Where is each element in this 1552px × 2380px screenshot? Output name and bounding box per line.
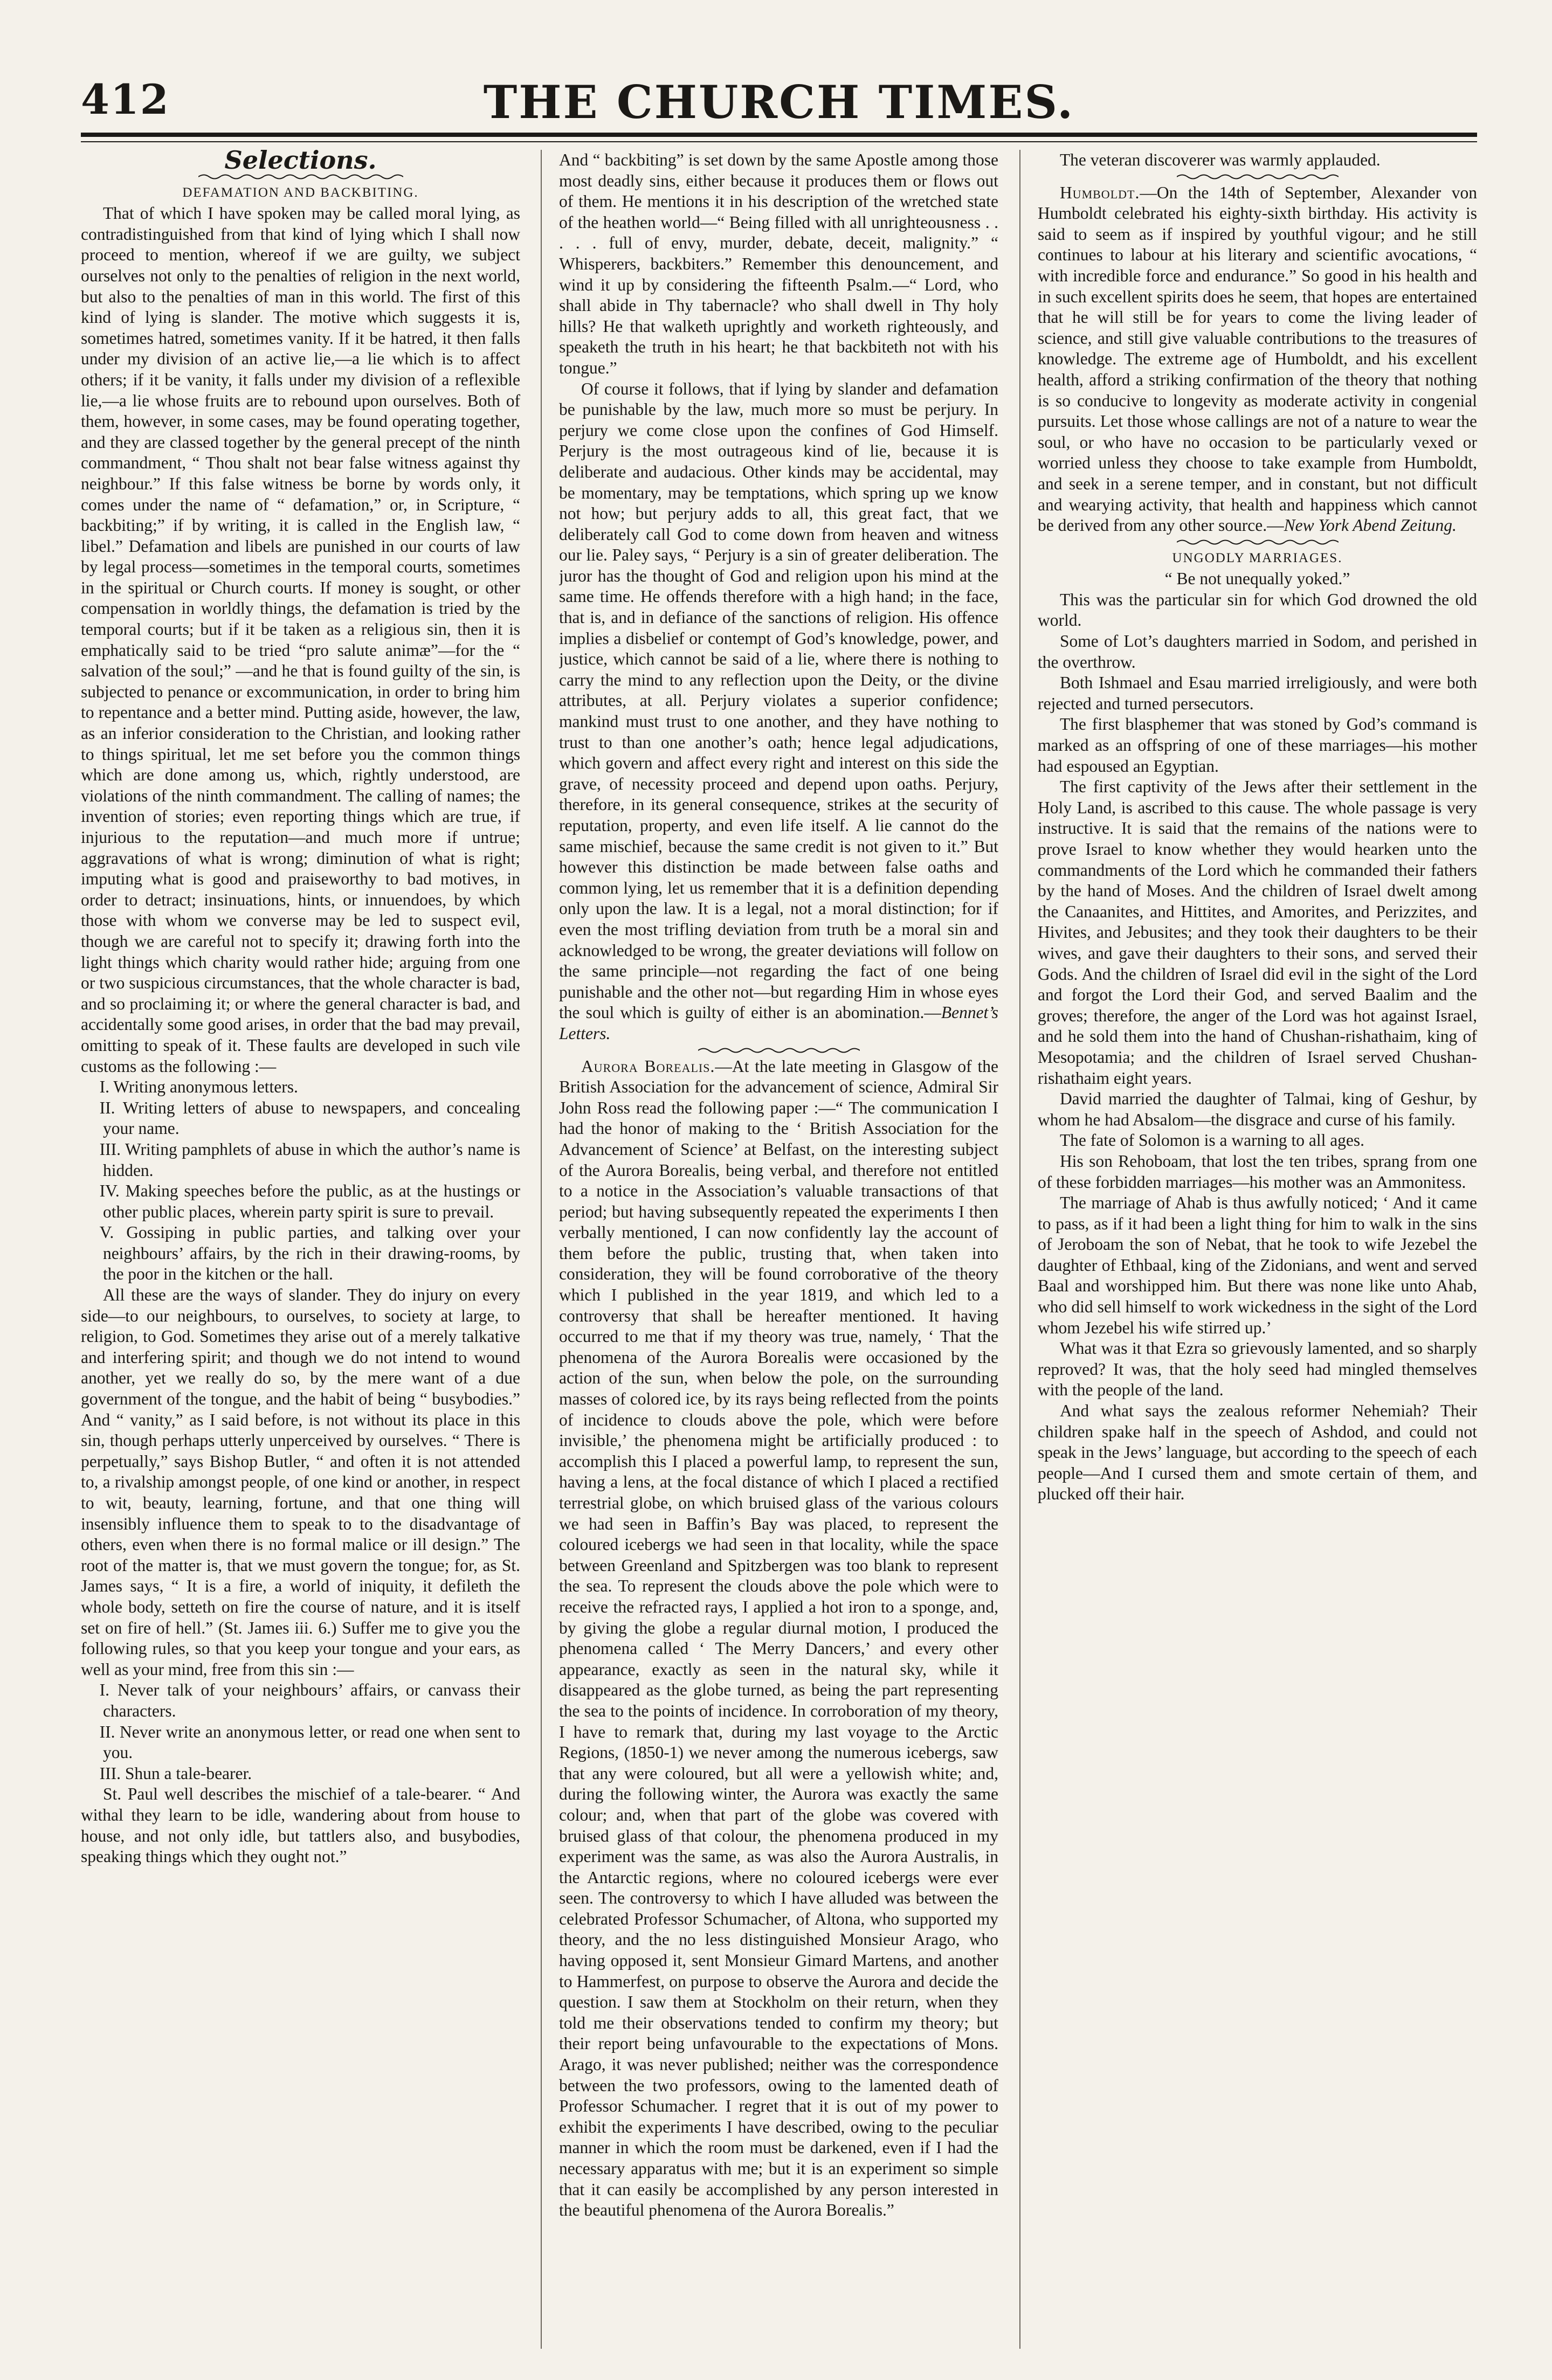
paragraph-text: —On the 14th of September, Alexander von Humboldt celebrated his eighty-sixth birthday. His activity is said to seem as if inspired by youthful vigour; and he still continues to labour at his literary and scientific avocations, “ with incredible force and endurance.” So good in his health and in such excellent spirits does he seem, that hopes are entertained that he will still be for years to come the living leader of science, and still give valuable contributions to the treasures of knowledge. The extreme age of Humboldt, and his excellent health, afford a striking confirmation of the theory that nothing is so conducive to longevity as moderate activity in congenial pursuits. Let those whose callings are not of a nature to wear the soul, or who have no occasion to be particularly vexed or worried unless they choose to take example from Humboldt, and seek in a serene temper, and in constant, but not difficult and wearying activity, that health and happiness which cannot be derived from any other source.— <box>1038 183 1477 535</box>
article-paragraph: The fate of Solomon is a warning to all ages. <box>1059 1131 1365 1150</box>
list-item: I. Writing anonymous letters. <box>99 1077 298 1097</box>
article-paragraph <box>1038 183 1477 536</box>
paragraph-text: Of course it follows, that if lying by slander and defamation be punishable by the law, much more so must be perjury. In perjury we come close upon the confines of God Himself. Perjury is the most outrageous kind of lie, because it is deliberate and audacious. Other kinds may be accidental, may be momentary, may be temptations, which spring up we know not how; but perjury adds to all, this great fact, that we deliberately call God to come down from heaven and witness our lie. Paley says, “ Perjury is a sin of greater deliberation. The juror has the thought of God and religion upon his mind at the same time. He offends therefore with a high hand; in the face, that is, and in defiance of the sanctions of religion. His offence implies a disbelief or contempt of God’s knowledge, power, and justice, which cannot be said of a lie, where there is nothing to carry the mind to any reflection upon the Deity, or the divine attributes, at all. Perjury violates a superior confidence; mankind must trust to one another, and they have nothing to trust to than one another’s oath; hence legal adjudications, which govern and affect every right and interest on this side the grave, of necessity proceed and depend upon oaths. Perjury, therefore, in its general consequence, strikes at the security of reputation, property, and even life itself. A lie cannot do the same mischief, because the same credit is not given to it.” But however this distinction be made between false oaths and common lying, let us remember that it is a definition depending only upon the law. It is a legal, not a moral distinction; for if even the most trifling deviation from truth be a moral sin and acknowledged to be wrong, the greater deviations will follow on the same principle—not regarding the fact of one being punishable and the other not—but regarding Him in whose eyes the soul which is guilty of either is an abomination.— <box>559 379 998 1022</box>
masthead-title: THE CHURCH TIMES. <box>483 75 1075 129</box>
ornamental-rule <box>698 1047 860 1054</box>
list-item: III. Shun a tale-bearer. <box>99 1763 252 1783</box>
article-paragraph <box>559 379 998 1044</box>
article-paragraph: The veteran discoverer was warmly applauded. <box>1059 150 1381 169</box>
header-rule-thick <box>81 133 1477 137</box>
column-1 <box>81 150 520 2349</box>
article-signature: New York Abend Zeitung. <box>1284 516 1457 535</box>
article-paragraph: His son Rehoboam, that lost the ten tribes, sprang from one of these forbidden marriages—his mother was an Ammonitess. <box>1038 1151 1477 1192</box>
column-divider <box>541 150 542 2349</box>
article-paragraph: St. Paul well describes the mischief of a tale-bearer. “ And withal they learn to be idle, wandering about from house to house, and not only idle, but tattlers also, and busybodies, speaking things which they ought not.” <box>81 1784 520 1866</box>
column-2 <box>559 150 998 2349</box>
list-item: V. Gossiping in public parties, and talking over your neighbours’ affairs, by the rich in their drawing-rooms, by the poor in the kitchen or the hall. <box>99 1223 520 1284</box>
header-rule-thin <box>81 141 1477 142</box>
article-paragraph: The first captivity of the Jews after their settlement in the Holy Land, is ascribed to this cause. The whole passage is very instructive. It is said that the remains of the nations were to prove Israel to know whether they would hearken unto the commandments of the Lord which he commanded their fathers by the hand of Moses. And the children of Israel dwelt among the Canaanites, and Hittites, and Amorites, and Perizzites, and Hivites, and Jebusites; and they took their daughters to be their wives, and gave their daughters to their sons, and served their Gods. And the children of Israel did evil in the sight of the Lord and forgot the Lord their God, and served Baalim and the groves; therefore, the anger of the Lord was hot against Israel, and he sold them into the hand of Chushan-rishathaim, king of Mesopotamia; and the children of Israel served Chushan-rishathaim eight years. <box>1038 777 1477 1088</box>
rules-list <box>81 1680 520 1784</box>
article-paragraph: The marriage of Ahab is thus awfully noticed; ‘ And it came to pass, as if it had been a light thing for him to walk in the sins of Jeroboam the son of Nebat, that he took to wife Jezebel the daughter of Ethbaal, king of the Zidonians, and went and served Baal and worshipped him. But there was none like unto Ahab, who did sell himself to work wickedness in the sight of the Lord whom Jezebel his wife stirred up.’ <box>1038 1193 1477 1337</box>
article-paragraph <box>559 1056 998 2221</box>
ornamental-rule <box>1177 173 1339 181</box>
column-divider <box>1019 150 1020 2349</box>
article-paragraph: That of which I have spoken may be called moral lying, as contradistinguished from that kind of lying which I shall now proceed to mention, whereof if we are guilty, we subject ourselves not only to the penalties of religion in the next world, but also to the penalties of man in this world. The first of this kind of lying is slander. The motive which suggests it is, sometimes hatred, sometimes vanity. If it be hatred, it then falls under my division of an active lie,—a lie which is to affect others; if it be vanity, it falls under my division of a reflexible lie,—a lie whose fruits are to rebound upon ourselves. Both of them, however, in some cases, may be found operating together, and they are classed together by the general precept of the ninth commandment, “ Thou shalt not bear false witness against thy neighbour.” If this false witness be borne by words only, it comes under the name of “ defamation,” or, in Scripture, “ backbiting;” if by writing, it is called in the English law, “ libel.” Defamation and libels are punished in our courts of law by legal process—sometimes in the temporal courts, sometimes in the spiritual or Church courts. If money is sought, or other compensation in worldly things, the defamation is tried by the temporal courts; but if it be taken as a religious sin, then it is emphatically said to be tried “pro salute animæ”—for the “ salvation of the soul;” —and he that is found guilty of the sin, is subjected to penance or excommunication, in order to bring him to repentance and a better mind. Putting aside, however, the law, as an inferior consideration to the Christian, and looking rather to things spiritual, let me set before you the common things which are done among us, which, rightly understood, are violations of the ninth commandment. The calling of names; the invention of stories; even reporting things which are true, if injurious to the reputation—and much more if untrue; aggravations of what is wrong; diminution of what is right; imputing what is good and praiseworthy to bad motives, in order to detract; insinuations, hints, or innuendoes, by which those with whom we converse may be led to suspect evil, though we are careful not to specify it; drawing forth into the light things which charity would rather hide; arguing from one or two suspicious circumstances, that the whole character is bad, and so proclaiming it; or where the general character is bad, and accidentally some good arises, in order that the bad may prevail, omitting to speak of it. These faults are developed in such vile customs as the following :— <box>81 204 520 1076</box>
article-paragraph: David married the daughter of Talmai, king of Geshur, by whom he had Absalom—the disgrace and curse of his family. <box>1038 1089 1477 1129</box>
article-paragraph: This was the particular sin for which God drowned the old world. <box>1038 590 1477 630</box>
article-heading-humboldt: Humboldt. <box>1059 183 1140 202</box>
article-heading-defamation: DEFAMATION AND BACKBITING. <box>182 185 419 200</box>
ornamental-rule <box>1177 538 1339 546</box>
page-number: 412 <box>81 75 170 123</box>
section-title: Selections. <box>224 150 377 175</box>
page-header <box>81 65 1477 129</box>
article-heading-marriages: UNGODLY MARRIAGES. <box>1172 550 1343 565</box>
article-paragraph: Some of Lot’s daughters married in Sodom, and perished in the overthrow. <box>1038 632 1477 672</box>
list-item: II. Writing letters of abuse to newspapers, and concealing your name. <box>99 1098 520 1138</box>
list-item: II. Never write an anonymous letter, or read one when sent to you. <box>99 1722 520 1762</box>
list-item: III. Writing pamphlets of abuse in which the author’s name is hidden. <box>99 1139 520 1180</box>
article-motto: “ Be not unequally yoked.” <box>1164 569 1350 589</box>
article-heading-aurora: Aurora Borealis. <box>581 1056 715 1076</box>
article-paragraph: And “ backbiting” is set down by the same Apostle among those most deadly sins, either because it produces them or flows out of them. He mentions it in his description of the wretched state of the heathen world—“ Being filled with all unrighteousness . . . . . full of envy, murder, debate, deceit, malignity.” “ Whisperers, backbiters.” Remember this denouncement, and wind it up by considering the fifteenth Psalm.—“ Lord, who shall abide in Thy tabernacle? who shall dwell in Thy holy hills? He that walketh uprightly and worketh righteously, and speaketh the truth in his heart; he that backbiteth not with his tongue.” <box>559 150 998 377</box>
article-paragraph: All these are the ways of slander. They do injury on every side—to our neighbours, to ourselves, to society at large, to religion, to God. Sometimes they arise out of a merely talkative and interfering spirit; and though we do not intend to wound another, yet we really do so, by the mere want of a due government of the tongue, and the habit of being “ busybodies.” And “ vanity,” as I said before, is not without its place in this sin, though perhaps utterly unperceived by ourselves. “ There is perpetually,” says Bishop Butler, “ and often it is not attended to, a rivalship amongst people, of one kind or another, in respect to wit, beauty, learning, fortune, and that one thing will insensibly influence them to speak to to the disadvantage of others, even when there is no formal malice or ill design.” The root of the matter is, that we must govern the tongue; for, as St. James says, “ It is a fire, a world of iniquity, it defileth the whole body, setteth on fire the course of nature, and it is itself set on fire of hell.” (St. James iii. 6.) Suffer me to give you the following rules, so that you keep your tongue and your ears, as well as your mind, free from this sin :— <box>81 1285 520 1679</box>
paragraph-text: —At the late meeting in Glasgow of the British Association for the advancement of science, Admiral Sir John Ross read the following paper :—“ The communication I had the honor of making to the ‘ British Association for the Advancement of Science’ at Belfast, on the interesting subject of the Aurora Borealis, being verbal, and therefore not entitled to a notice in the Association’s valuable transactions of that period; but having subsequently repeated the experiments I then verbally mentioned, I can now confidently lay the account of them before the public, trusting that, when taken into consideration, they will be found corroborative of the theory which I published in the year 1819, and which led to a controversy that shall be hereafter mentioned. It having occurred to me that if my theory was true, namely, ‘ That the phenomena of the Aurora Borealis were occasioned by the action of the sun, when below the pole, on the surrounding masses of colored ice, by its rays being reflected from the points of incidence to clouds above the pole, which were before invisible,’ the phenomena might be artificially produced : to accomplish this I placed a powerful lamp, to represent the sun, having a lens, at the focal distance of which I placed a rectified terrestrial globe, on which bruised glass of the various colours we had seen in Baffin’s Bay was placed, to represent the coloured icebergs we had seen in that locality, while the space between Greenland and Spitzbergen was too blank to represent the sea. To represent the clouds above the pole which were to receive the refracted rays, I applied a hot iron to a sponge, and, by giving the globe a regular diurnal motion, I produced the phenomena called ‘ The Merry Dancers,’ and every other appearance, exactly as seen in the natural sky, while it disappeared as the globe turned, as being the part representing the sea to the points of incidence. In corroboration of my theory, I have to remark that, during my last voyage to the Arctic Regions, (1850-1) we never among the numerous icebergs, saw that any were coloured, but all were a yellowish white; and, during the following winter, the Aurora was exactly the same colour; and, when that part of the globe was covered with bruised glass of that colour, the phenomena produced in my experiment was the same, as was also the Aurora Australis, in the Antarctic regions, where no coloured icebergs were ever seen. The controversy to which I have alluded was between the celebrated Professor Schumacher, of Altona, who supported my theory, and the no less distinguished Monsieur Arago, who having opposed it, sent Monsieur Gimard Martens, and another to Hammerfest, on purpose to observe the Aurora and decide the question. I saw them at Stockholm on their return, when they told me their observations tended to confirm my theory; but their report being unfavourable to the expectations of Mons. Arago, it was never published; neither was the correspondence between the two professors, owing to the lamented death of Professor Schumacher. I regret that it is out of my power to exhibit the experiments I have described, owing to the peculiar manner in which the room must be darkened, even if I had the necessary apparatus with me; but it is an experiment so simple that it can easily be accomplished by any person interested in the beautiful phenomena of the Aurora Borealis.” <box>559 1056 998 2220</box>
article-paragraph: And what says the zealous reformer Nehemiah? Their children spake half in the speech of Ashdod, and could not speak in the Jews’ language, but according to the speech of each people—And I cursed them and smote certain of them, and plucked off their hair. <box>1038 1401 1477 1504</box>
article-paragraph: The first blasphemer that was stoned by God’s command is marked as an offspring of one of these marriages—his mother had espoused an Egyptian. <box>1038 715 1477 776</box>
article-signature: Bennet’s Letters. <box>559 1003 998 1043</box>
article-paragraph: What was it that Ezra so grievously lamented, and so sharply reproved? It was, that the holy seed had mingled themselves with the people of the land. <box>1038 1339 1477 1400</box>
list-item: IV. Making speeches before the public, as at the hustings or other public places, wherein party spirit is sure to prevail. <box>99 1181 520 1221</box>
list-item: I. Never talk of your neighbours’ affairs, or canvass their characters. <box>99 1680 520 1720</box>
column-3 <box>1038 150 1477 2349</box>
article-paragraph: Both Ishmael and Esau married irreligiously, and were both rejected and turned persecutors. <box>1038 673 1477 713</box>
vile-customs-list <box>81 1077 520 1285</box>
